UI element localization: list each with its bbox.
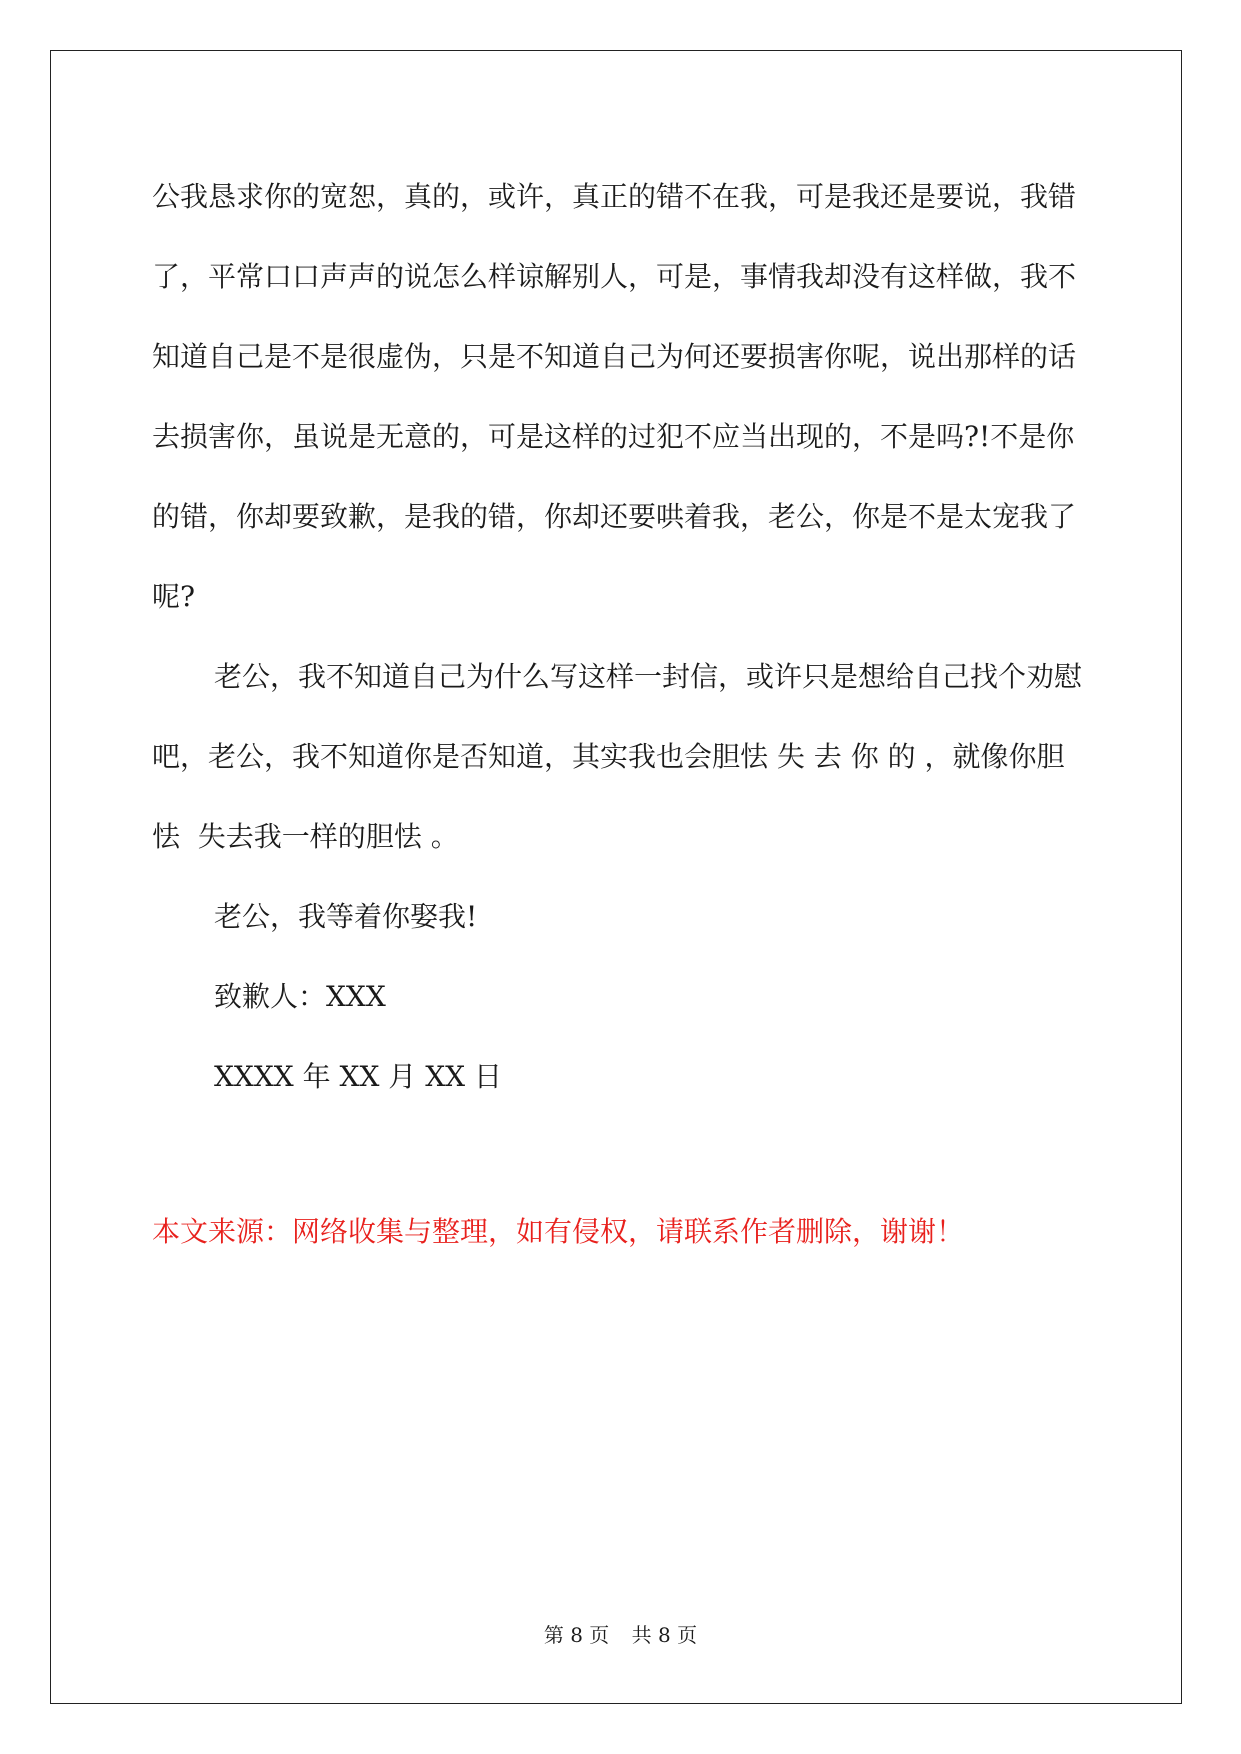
- paragraph-1: 公我恳求你的宽恕，真的，或许，真正的错不在我，可是我还是要说，我错了，平常口口声声的说怎么样谅解别人，可是，事情我却没有这样做，我不知道自己是不是很虚伪，只是不知道自己为何还要损害你呢，说出那样的话去损害你，虽说是无意的，可是这样的过犯不应当出现的，不是吗?!不是你的错，你却要致歉，是我的错，你却还要哄着我，老公，你是不是太宠我了呢?: [152, 180, 1077, 613]
- page-number-total: 共 8 页: [631, 1623, 698, 1647]
- letter-date: XXXX 年 XX 月 XX 日: [214, 1060, 502, 1093]
- apologizer-signature: 致歉人：XXX: [214, 980, 386, 1013]
- paragraph-3: 老公，我等着你娶我!: [214, 900, 478, 933]
- source-note: 本文来源：网络收集与整理，如有侵权，请联系作者删除，谢谢！: [152, 1215, 965, 1248]
- page-footer: [0, 1620, 1241, 1650]
- letter-body: [152, 157, 1092, 1117]
- page-number-current: 第 8 页: [543, 1623, 610, 1647]
- paragraph-2: 老公，我不知道自己为什么写这样一封信，或许只是想给自己找个劝慰吧，老公，我不知道你是否知道，其实我也会胆怯 失 去 你 的 ，就像你胆怯 失去我一样的胆怯 。: [152, 660, 1083, 853]
